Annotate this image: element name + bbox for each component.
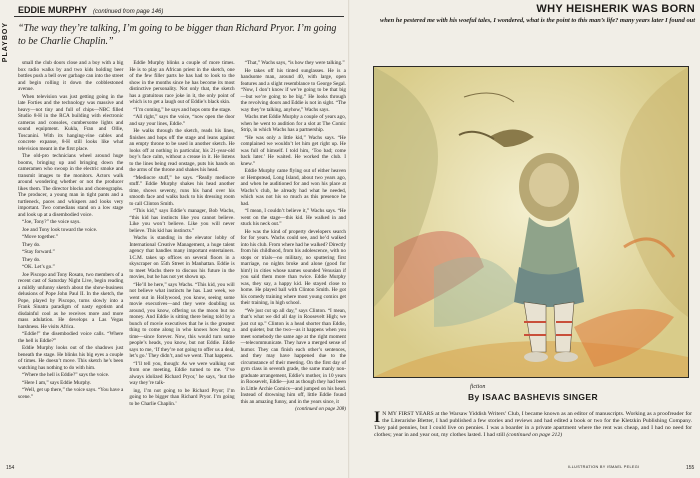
page-number-left: 154 [6,465,15,471]
article-paragraph: “He was only a little kid,” Wachs says. “He complained we wouldn’t let him get right up. He was full of himself. I told him, ‘Too bad; come back later.’ He waited. He worked the club. I knew.” [240,134,346,167]
article-paragraph: “I’ll tell you, though: As we were walking out from one meeting, Eddie turned to me. ‘I’ve always idolized Richard Pryor,’ he says, ‘but the way they’re talk- [129,360,235,386]
article-columns [18,60,346,462]
article-paragraph: The old-pro technicians wheel around huge booms, bringing up and bringing down the cameramen who swoop in the electric smoke and transmit images to the monitors. Actors walk around wondering whether or not the producer likes them. The director blocks and choreographs. The producer, a young man in tight pants and a turtleneck, paces and whispers and looks very important. Two comedians stand on a low stage and look up at a disembodied voice. [18,153,124,218]
article-paragraph: When television was just getting going in the late Forties and the technology was massive and heavy—not tiny and full of chips—NBC filled Studio 8-H in the RCA building with electronic cameras and consoles, cumbersome lights and sound equipment. Kukla, Fran and Ollie, Toscanini. With its hanging-vine cables and concrete expanse, 8-H still looks like what television meant in the first place. [18,93,124,152]
article-paragraph: “That,” Wachs says, “is how they were talking.” [244,60,345,66]
article-paragraph: He was the kind of property developers search for for years. Wachs could see, and he’d walked into his club. From where had he walked? Directly from his childhood, from his adolescence, with no stops or trials—no military, no sputtering first marriage, no nights broke and alone (good for him!) in cities whose names sounded Venusian if you said them more than twice. Eddie Murphy was, they say, a happy kid. He stayed close to home. He played ball with Clinton Smith. He got his comedy training where most young comics get their training, in high school. [240,228,346,306]
article-paragraph: He takes off his tinted sunglasses. He is a handsome man, around 40, with large, open features and a slight resemblance to George Segal. “Now, I don’t know if we’re going to be that big—but we’re going to be big.” He looks through the revolving doors and Eddie is not in sight. “The way they’re talking, anyhow,” Wachs says. [240,67,346,113]
article-paragraph: “Where the hell is Eddie?” says the voice. [22,372,110,378]
article-paragraph: Eddie Murphy looks out of the shadows just beneath the stage. He blinks his big eyes a couple of times. He doesn’t move. This sketch he’s been watching has nothing to do with him. [18,345,124,371]
header-rule [14,16,344,17]
continued-from: (continued from page 146) [93,9,164,15]
drop-cap: I [374,409,381,426]
article-paragraph: “Eddie!” the disembodied voice calls. “Where the hell is Eddie?” [18,331,124,344]
article-paragraph: Joe Piscopo and Tony Rosato, two members of a recent cast of Saturday Night Live, begin reading a mildly unfunny sketch about the show-business delusions of Pope John Paul II. In the sketch, the Pope, played by Piscopo, turns slowly into a Frank Sinatra paradigm of nasty egotism and disdainful cool as he receives more and more mass adulation. He develops a Las Vegas harshness. He visits Africa. [18,271,124,330]
article-paragraph: Wachs is standing in the elevator lobby of International Creative Management, a huge talent agency that handles many important entertainers. I.C.M. takes up offices on several floors in a skyscraper on 55th Street in Manhattan. Eddie is to meet Wachs there to discuss his future in the movies, but he has not yet shown up. [129,235,235,280]
fiction-label: fiction [470,384,486,390]
article-paragraph: “Here I am,” says Eddie Murphy. [22,379,92,386]
story-text: N MY FIRST YEARS at the Warsaw Yiddish Writers’ Club, I became known as an editor of manuscripts. Working as a proofreader for the Literarishe Bletter, I had published a few stories and reviews and had edited a book or two for the Kletzkin Publishing Company. They paid pennies, but I could live on pennies. I was a boarder in a private apartment where the rent was cheap, and I had no need for clothes; year in and year out, my clothes lasted. I had still [374,411,692,439]
byline: By ISAAC BASHEVIS SINGER [468,392,599,402]
pull-quote: “The way they’re talking, I’m going to be bigger than Richard Pryor. I’m going to be Charlie Chaplin.” [18,23,337,47]
article-paragraph: small the club doors close and a boy with a big box radio walks by and two kids holding beer bottles push a bell over garbage can into the street and begin rolling it down the cobblestoned avenue. [18,60,124,92]
article-paragraph: “OK. Let’s go.” [22,264,55,270]
section-label: PLAYBOY [2,22,9,63]
article-paragraph: “Move together.” [22,234,59,240]
article-paragraph: Eddie Murphy came flying out of either heaven or Hempstead, Long Island, about two years ago, and when he auditioned for and won his place at Wachs’s club, he already had what he needed, which was not his so much as this presence he had. [240,168,346,207]
running-head [18,5,163,15]
article-paragraph: (continued on page 208) [295,406,346,412]
article-paragraph: ing, I’m not going to be Richard Pryor; I’m going to be bigger than Richard Pryor. I’m going to be Charlie Chaplin.’ [129,387,235,407]
article-paragraph: They do. [22,256,41,263]
article-paragraph: Joe and Tony look toward the voice. [22,226,98,233]
story-continued: (continued on page 212) [506,432,563,439]
article-paragraph: They do. [22,241,41,248]
story-title: WHY HEISHERIK WAS BORN [536,3,695,15]
article-paragraph: He walks through the sketch, reads his lines, finishes and hops off the stage and leans against an empty throne to be used in another sketch. He looks off at nothing in particular, his 21-year-old boy’s face calm, without a crease in it. He listens to the lines being read onstage, puts his hands on the arms of the throne and shakes his head. [129,128,235,173]
article-paragraph: “All right,” says the voice, “now open the door and say your lines, Eddie.” [129,114,235,127]
illustration-credit: ILLUSTRATION BY ISMAEL PELEGI [568,465,640,469]
article-paragraph: “We just cut up all day,” says Clinton. “I mean, that’s what we did all day in Roosevelt High; we just cut up.” Clinton is a head shorter than Eddie, and quieter, but the two—as it happens when you meet somebody the same age at the right moment—telecommunicate. They have a merged sense of humor. They can finish each other’s sentences, and they may have happened due to the circumstance of their meeting. On the first day of gym class in seventh grade, the same manly non-graduate arrangement, Eddie’s mother, in 10 years in Roosevelt, Eddie—just as though they had been in Little Archie Comics—and jumped on his head. Instead of drowning him off, little Eddie found this an amazing funny, and in the years since, it [240,307,346,405]
article-paragraph: “He’ll be here,” says Wachs. “This kid, you will not believe what instincts he has. Last week, we went out in Hollywood, you know, seeing some movie executives—and they were doubling us around, you know, offering us the moon but no money. And Eddie is sitting there being told by a bunch of movie executives that he is the greatest thing to come along in who knows how long a time—since forever. Now, this would turn some people’s heads, you know, but not Eddie. Eddie says to me, ‘If they’re not going to offer us a deal, let’s go.’ They didn’t, and we went. That happens. [129,281,235,359]
story-opening [374,411,692,439]
article-paragraph: “Mediocre stuff,” he says. “Really mediocre stuff.” Eddie Murphy shakes his head another time, shows seventy, runs his hand over his smooth face and walks back to his dressing room to call Clinton Smith. [129,174,235,207]
story-illustration [373,66,689,378]
story-subtitle: when he pestered me with his woeful tales, I wondered, what is the point to this man’s life? many years later I found out [379,17,695,24]
illustration-figure [374,67,688,377]
article-paragraph: Wachs met Eddie Murphy a couple of years ago, when he went to audition for a slot at The Comic Strip, in which Wachs has a partnership. [240,114,346,133]
article-paragraph: “Joe, Tony?” the voice says. [22,219,81,225]
article-paragraph: “Stay forward.” [22,249,55,255]
article-paragraph: “This kid,” says Eddie’s manager, Bob Wachs, “this kid has instincts like you cannot believe. Like you won’t believe. Like you will never believe. This kid has instincts.” [129,208,235,234]
article-paragraph: “I mean, I couldn’t believe it,” Wachs says. “He went on the stage—this kid. He walked in and stuck his neck out.” [240,208,346,227]
article-paragraph: Eddie Murphy blinks a couple of more times. He is to play an African priest in the sketch, one of the few filler parts he has had to look to the show in the months since he has become its most distinctive personality. Not only that, the sketch has a gratuitous race joke in it, the only point of which is to get a laugh out of Eddie’s black skin. [129,60,235,105]
page-number-right: 155 [686,465,695,471]
article-paragraph: “I’m coming,” he says and hops onto the stage. [133,106,232,113]
article-paragraph: “Well, get up there,” the voice says. “You have a scene.” [18,387,124,400]
running-head-title: EDDIE MURPHY [18,5,88,15]
